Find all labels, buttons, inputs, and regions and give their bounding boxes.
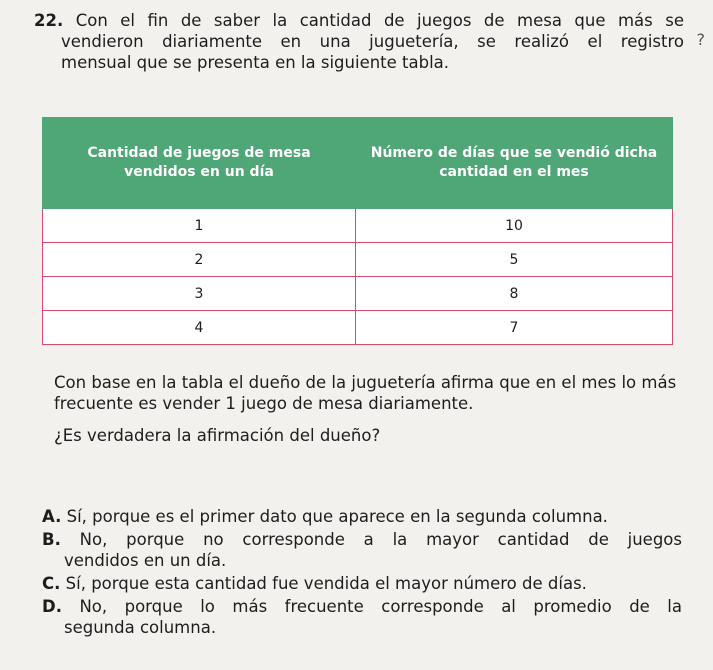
- table-row: [43, 311, 673, 345]
- table-row: [43, 243, 673, 277]
- answer-options: [42, 506, 682, 640]
- cell-days: 10: [356, 209, 673, 243]
- option-letter: D.: [42, 597, 62, 616]
- margin-question-mark-icon: ?: [696, 30, 705, 49]
- option-text: Sí, porque es el primer dato que aparece en la segunda columna.: [66, 507, 608, 526]
- option-letter: B.: [42, 530, 61, 549]
- cell-days: 7: [356, 311, 673, 345]
- table-row: [43, 277, 673, 311]
- cell-quantity: 2: [43, 243, 356, 277]
- cell-days: 5: [356, 243, 673, 277]
- cell-quantity: 1: [43, 209, 356, 243]
- intro-text-1: Con el fin de saber la cantidad de juegos de mesa que más se: [75, 11, 684, 30]
- intro-line-2: vendieron diariamente en una juguetería, se realizó el registro: [61, 32, 684, 51]
- cell-days: 8: [356, 277, 673, 311]
- sales-table: [42, 117, 673, 345]
- option-text: No, porque no corresponde a la mayor cantidad de juegos: [79, 530, 682, 549]
- header-days: Número de días que se vendió dicha cantidad en el mes: [356, 118, 673, 209]
- owner-statement: Con base en la tabla el dueño de la juguetería afirma que en el mes lo más frecuente es vender 1 juego de mesa diariamente.: [54, 373, 677, 413]
- option-a[interactable]: [42, 506, 682, 527]
- option-c[interactable]: [42, 573, 682, 594]
- option-text: Sí, porque esta cantidad fue vendida el mayor número de días.: [65, 574, 587, 593]
- option-letter: C.: [42, 574, 61, 593]
- option-text-cont: vendidos en un día.: [64, 551, 227, 570]
- header-quantity: Cantidad de juegos de mesa vendidos en un día: [43, 118, 356, 209]
- intro-line-3: mensual que se presenta en la siguiente tabla.: [61, 53, 450, 72]
- cell-quantity: 4: [43, 311, 356, 345]
- question-number: 22.: [34, 11, 64, 30]
- option-text: No, porque lo más frecuente corresponde al promedio de la: [79, 597, 683, 616]
- option-b[interactable]: [42, 529, 682, 571]
- question-prompt: ¿Es verdadera la afirmación del dueño?: [54, 426, 381, 445]
- option-d-line1: [42, 596, 682, 617]
- table-row: [43, 209, 673, 243]
- option-b-line1: [42, 529, 682, 550]
- option-text-cont: segunda columna.: [64, 618, 217, 637]
- table-header-row: [43, 118, 673, 209]
- question-intro: [34, 10, 684, 73]
- option-letter: A.: [42, 507, 62, 526]
- intro-line-1: [34, 10, 684, 31]
- option-d[interactable]: [42, 596, 682, 638]
- cell-quantity: 3: [43, 277, 356, 311]
